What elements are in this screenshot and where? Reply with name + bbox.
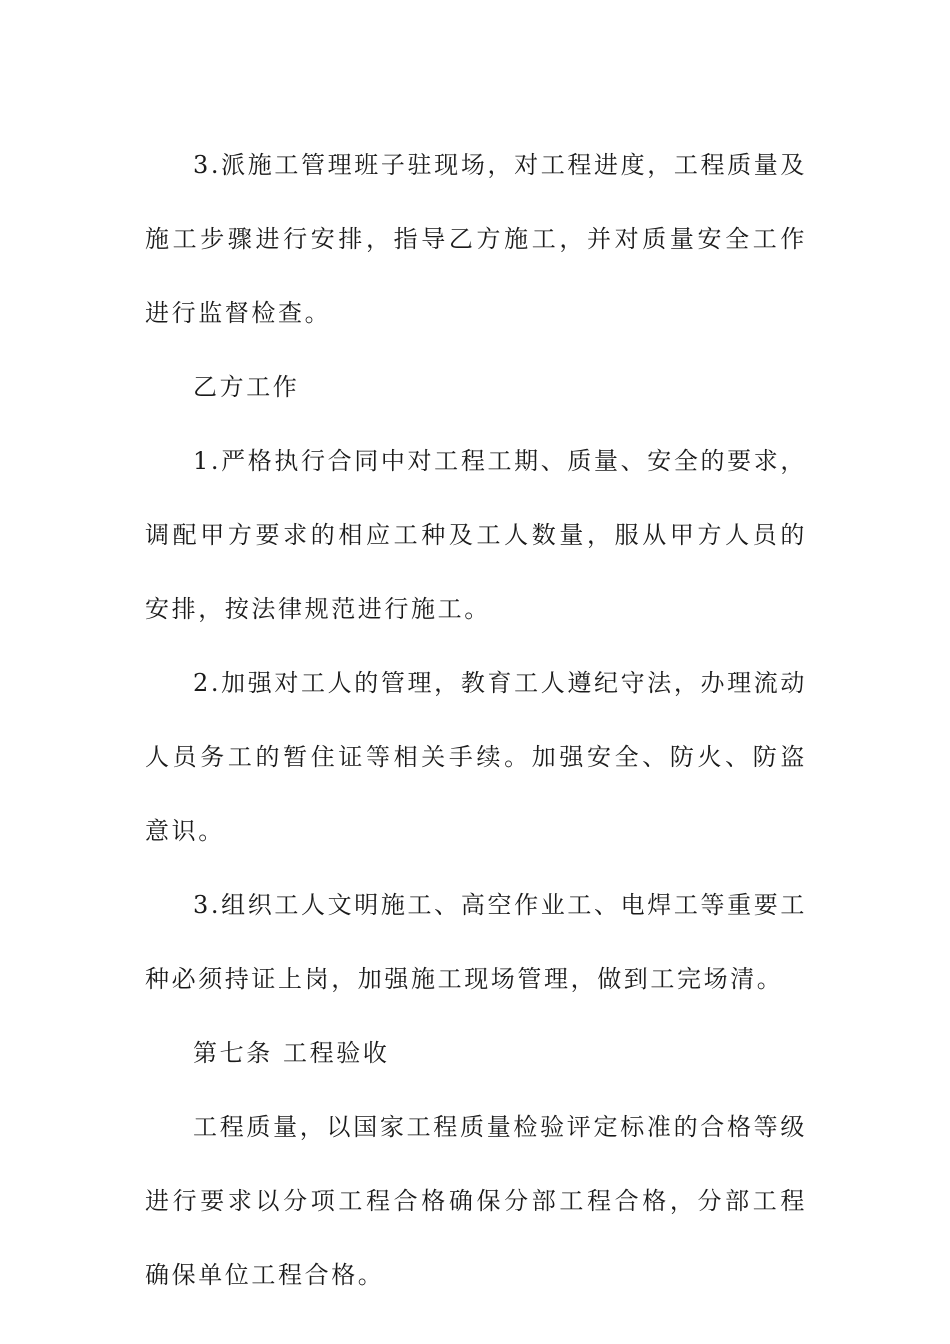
section-heading-party-b-work: 乙方工作	[193, 373, 300, 401]
document-body	[145, 128, 807, 1312]
paragraph-acceptance: 工程质量，以国家工程质量检验评定标准的合格等级进行要求以分项工程合格确保分部工程合格，分部工程确保单位工程合格。	[145, 1113, 807, 1289]
article-heading-seven: 第七条 工程验收	[193, 1039, 390, 1067]
paragraph-party-a-item-3: 3.派施工管理班子驻现场，对工程进度，工程质量及施工步骤进行安排，指导乙方施工，并对质量安全工作进行监督检查。	[145, 151, 807, 327]
paragraph-party-b-item-3: 3.组织工人文明施工、高空作业工、电焊工等重要工种必须持证上岗，加强施工现场管理，做到工完场清。	[145, 891, 807, 993]
paragraph-party-b-item-2: 2.加强对工人的管理，教育工人遵纪守法，办理流动人员务工的暂住证等相关手续。加强安全、防火、防盗意识。	[145, 669, 807, 845]
paragraph-party-b-item-1: 1.严格执行合同中对工程工期、质量、安全的要求，调配甲方要求的相应工种及工人数量，服从甲方人员的安排，按法律规范进行施工。	[145, 447, 807, 623]
